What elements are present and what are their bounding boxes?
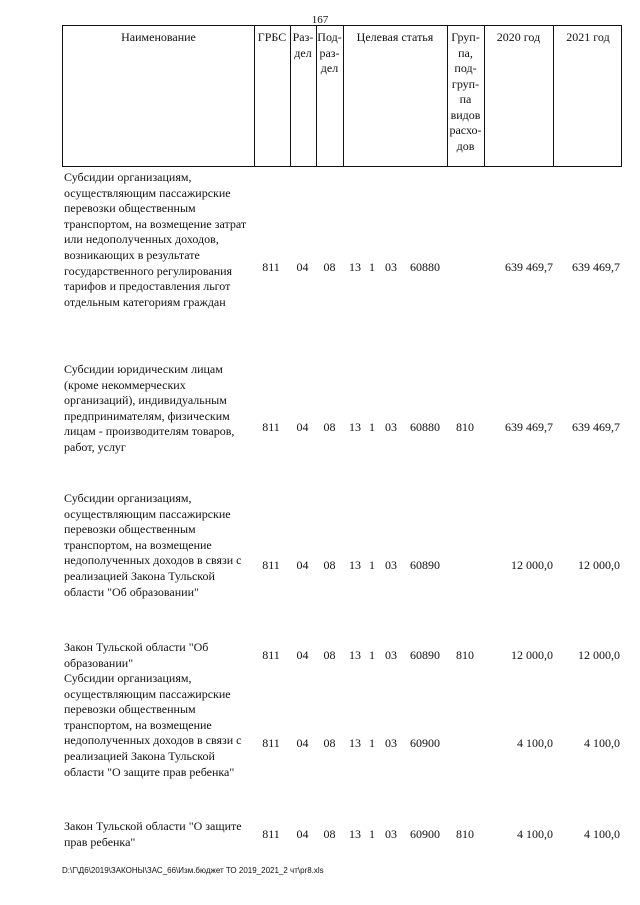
row-2021: 639 469,7 [572, 420, 620, 434]
row-podrazdel: 08 [323, 260, 336, 274]
row-cs-subprogram: 1 [369, 648, 375, 662]
row-2021: 12 000,0 [578, 648, 620, 662]
row-grbs: 811 [262, 420, 280, 434]
row-cs-program: 13 [349, 648, 361, 662]
header-divider [553, 26, 554, 166]
row-name: Субсидии организациям, осуществляющим пассажирские перевозки общественным транспортом, на возмещение недополученных доходов в связи с реализацией Закона Тульской области "О защите прав ребенка" [64, 671, 242, 779]
row-name: Закон Тульской области "Об образовании" [64, 640, 209, 670]
row-grbs: 811 [262, 827, 280, 841]
row-2020: 12 000,0 [511, 558, 553, 572]
row-name: Субсидии юридическим лицам (кроме некоммерческих организаций), индивидуальным предпринимателям, физическим лицам - производителям товаров, работ, услуг [64, 362, 235, 454]
header-divider [343, 26, 344, 166]
row-cs-program: 13 [349, 558, 361, 572]
row-gruppa: 810 [456, 827, 474, 841]
row-cs-subprogram: 1 [369, 736, 375, 750]
row-cs-program: 13 [349, 260, 361, 274]
row-grbs: 811 [262, 648, 280, 662]
row-podrazdel: 08 [323, 558, 336, 572]
header-divider [254, 26, 255, 166]
row-name: Закон Тульской области "О защите прав ребенка" [64, 819, 242, 849]
row-cs-direction: 60900 [410, 827, 440, 841]
row-cs-direction: 60890 [410, 558, 440, 572]
row-cs-subprogram: 1 [369, 558, 375, 572]
row-cs-event: 03 [385, 260, 397, 274]
row-razdel: 04 [296, 558, 309, 572]
header-divider [484, 26, 485, 166]
row-cs-subprogram: 1 [369, 260, 375, 274]
row-2020: 639 469,7 [505, 260, 553, 274]
row-podrazdel: 08 [323, 648, 336, 662]
row-cs-event: 03 [385, 420, 397, 434]
row-cs-subprogram: 1 [369, 420, 375, 434]
row-podrazdel: 08 [323, 420, 336, 434]
row-2021: 12 000,0 [578, 558, 620, 572]
row-2020: 12 000,0 [511, 648, 553, 662]
row-2021: 639 469,7 [572, 260, 620, 274]
row-cs-subprogram: 1 [369, 827, 375, 841]
row-2021: 4 100,0 [584, 827, 620, 841]
row-cs-event: 03 [385, 736, 397, 750]
row-cs-event: 03 [385, 558, 397, 572]
row-cs-direction: 60880 [410, 260, 440, 274]
row-grbs: 811 [262, 736, 280, 750]
row-cs-program: 13 [349, 736, 361, 750]
row-cs-event: 03 [385, 648, 397, 662]
row-cs-program: 13 [349, 420, 361, 434]
row-grbs: 811 [262, 558, 280, 572]
header-2021: 2021 год [566, 30, 610, 44]
row-gruppa: 810 [456, 420, 474, 434]
row-cs-direction: 60890 [410, 648, 440, 662]
row-cs-event: 03 [385, 827, 397, 841]
row-2020: 4 100,0 [517, 736, 553, 750]
row-name: Субсидии организациям, осуществляющим пассажирские перевозки общественным транспортом, на возмещение недополученных доходов в связи с реализацией Закона Тульской области "Об образовании" [64, 491, 242, 599]
row-gruppa: 810 [456, 648, 474, 662]
row-razdel: 04 [296, 827, 309, 841]
row-2021: 4 100,0 [584, 736, 620, 750]
row-razdel: 04 [296, 260, 309, 274]
row-cs-direction: 60880 [410, 420, 440, 434]
header-gruppa: Груп- па, под- груп- па видов расхо- дов [449, 30, 482, 153]
row-name: Субсидии организациям, осуществляющим пассажирские перевозки общественным транспортом, на возмещение затрат или недополученных доходов, возникающих в результате государственного регулирования тарифов и предоставления льгот отдельным категориям граждан [64, 170, 247, 309]
table-header [62, 25, 622, 167]
header-celevaya-statya: Целевая статья [356, 30, 434, 44]
header-2020: 2020 год [496, 30, 541, 44]
row-cs-direction: 60900 [410, 736, 440, 750]
header-podrazdel: Под- раз- дел [317, 30, 342, 75]
row-podrazdel: 08 [323, 736, 336, 750]
header-razdel: Раз- дел [292, 30, 314, 60]
row-2020: 4 100,0 [517, 827, 553, 841]
row-2020: 639 469,7 [505, 420, 553, 434]
header-name: Наименование [121, 30, 196, 44]
row-razdel: 04 [296, 648, 309, 662]
row-grbs: 811 [262, 260, 280, 274]
page-number: 167 [311, 14, 329, 26]
row-razdel: 04 [296, 420, 309, 434]
row-cs-program: 13 [349, 827, 361, 841]
row-podrazdel: 08 [323, 827, 336, 841]
header-grbs: ГРБС [257, 30, 287, 44]
row-razdel: 04 [296, 736, 309, 750]
file-path-footer: D:\Г\Д6\2019\ЗАКОНЫ\ЗАС_66\Изм.бюджет ТО 2019_2021_2 чт\pr8.xls [62, 866, 324, 875]
